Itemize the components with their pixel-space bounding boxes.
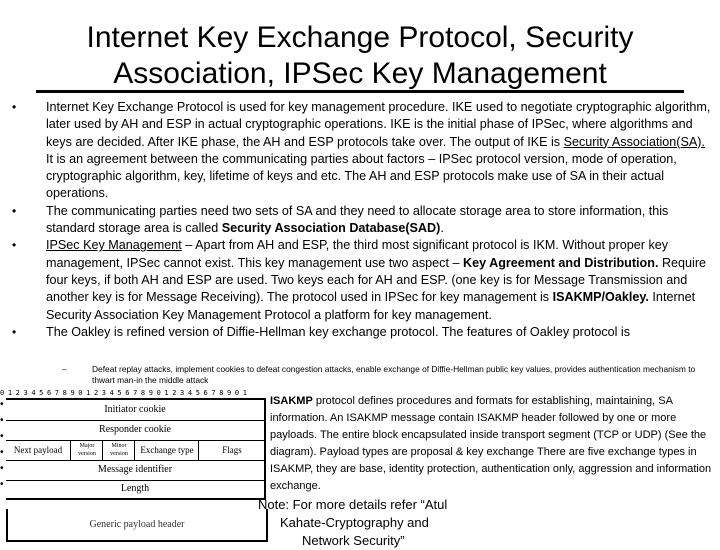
generic-payload-header-label: Generic payload header xyxy=(89,519,185,530)
initiator-cookie-row: Initiator cookie xyxy=(6,400,264,421)
ipsec-key-management-link[interactable]: IPSec Key Management xyxy=(46,238,182,253)
title-underline xyxy=(36,90,684,93)
bullet-sad: • The communicating parties need two sets of SA and they need to allocate storage area to store information, this standard storage area is called Security Association Database(SAD). xyxy=(12,203,669,236)
generic-payload-box xyxy=(6,509,268,542)
bullet-marker: • xyxy=(12,100,17,114)
bullet-oakley: • The Oakley is refined version of Diffie-Hellman key exchange protocol. The features of Oakley protocol is xyxy=(12,324,712,341)
diagram-side-bullets: • • • • • • xyxy=(0,399,4,490)
slide-title xyxy=(0,20,720,92)
isakmp-header-diagram xyxy=(0,389,266,540)
flags-cell: Flags xyxy=(198,440,265,460)
bullet-marker: • xyxy=(12,203,17,218)
minor-version-cell: Minor version xyxy=(102,440,135,460)
sa-link[interactable]: Security Association(SA). xyxy=(563,134,705,149)
major-version-cell: Major version xyxy=(70,440,103,460)
bullet-ike: • Internet Key Exchange Protocol is used for key management procedure. IKE used to negotiate cryptographic algorithm, later used by AH and ESP in actual cryptographic operations. IKE is the initial phase of IPSec, where algorithms and keys are decided. After IKE phase, the AH and ESP protocols take over. The output of IKE is Security Association(SA). It is an agreement between the communicating parties about factors – IPSec protocol version, mode of operation, cryptographic algorithm, key, lifetime of keys and etc. The AH and ESP protocols make use of SA in their actual operations. xyxy=(12,100,711,201)
field-row xyxy=(6,440,264,461)
bullet-list xyxy=(12,99,712,341)
reference-note: Note: For more details refer “Atul Kahate-Cryptography and Network Security” xyxy=(258,497,448,548)
bullet-marker: • xyxy=(12,324,17,339)
next-payload-cell: Next payload xyxy=(13,445,63,455)
responder-cookie-row: Responder cookie xyxy=(6,420,264,441)
sub-bullet-oakley-features: – Defeat replay attacks, implement cookies to defeat congestion attacks, enable exchange of Diffie-Hellman public key values, provides authentication mechanism to thwart man-in the middle attack xyxy=(62,364,696,385)
bullet-ikm: • IPSec Key Management – Apart from AH and ESP, the third most significant protocol is IKM. Without proper key management, IPSec cannot exist. This key management use two aspect – Key Agreement and Distribution. Require four keys, if both AH and ESP are used. Two keys each for AH and ESP. (one key is for Message Transmission and another key is for Message Receiving). The protocol used in IPSec for key management is ISAKMP/Oakley. Internet Security Association Key Management Protocol a platform for key management. xyxy=(12,238,707,322)
isakmp-paragraph: ISAKMP protocol defines procedures and formats for establishing, maintaining, SA information. An ISAKMP message contain ISAKMP header followed by one or more payloads. The entire block encapsulated inside transport segment (TCP or UDP) (See the diagram). Payload types are proposal & key exchange There are five exchange types in ISAKMP, they are base, identity protection, authentication only, aggression and information exchange. xyxy=(270,395,712,492)
exchange-type-cell: Exchange type xyxy=(134,440,199,460)
message-identifier-row: Message identifier xyxy=(6,460,264,481)
title-line-1: Internet Key Exchange Protocol, Security xyxy=(86,21,634,54)
bit-ruler: 0 1 2 3 4 5 6 7 8 9 0 1 2 3 4 5 6 7 8 9 0 1 2 3 4 5 6 7 8 9 0 1 xyxy=(0,389,247,397)
header-box xyxy=(6,398,266,500)
length-row: Length xyxy=(120,483,150,494)
bullet-marker: • xyxy=(12,238,17,253)
sub-dash: – xyxy=(62,364,67,374)
title-line-2: Association, IPSec Key Management xyxy=(113,57,607,90)
